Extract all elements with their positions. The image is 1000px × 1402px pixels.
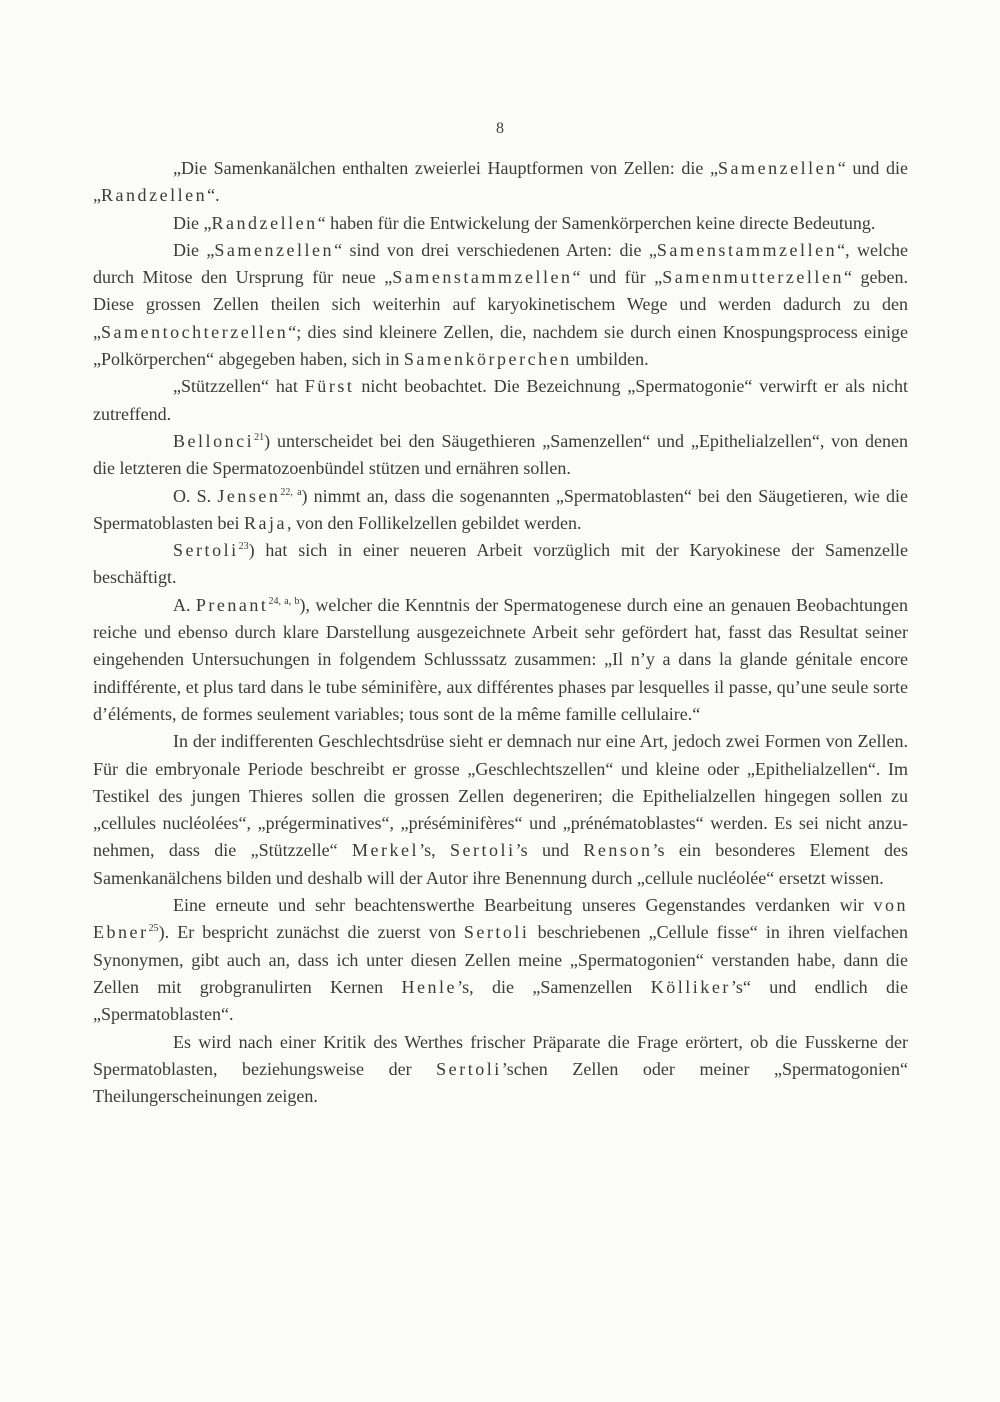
spaced-name: Sertoli: [436, 1058, 502, 1079]
spaced-name: Prenant: [195, 594, 269, 615]
spaced-name: Sertoli: [173, 540, 239, 561]
paragraph: [93, 155, 908, 210]
text-run: ’schen Zellen oder meiner „Spermatogonien“ Theilungerscheinungen zeigen.: [93, 1058, 908, 1107]
body-text: [93, 155, 908, 1110]
text-run: ’s ein besonderes Element des Samenkanälchens bilden und deshalb will der Autor ihre Benennung durch „cellule nucléolée“ ersetzt wissen.: [93, 840, 908, 888]
text-run: beschriebenen „Cellule fisse“ in ihren vielfachen Synonymen, gibt auch an, dass ich unter diesen Zellen meine „Spermatogonien“ verstanden habe, dann die Zellen mit grobgranulirten Kernen: [93, 922, 908, 997]
text-run: ’s, die „Samenzellen: [457, 976, 651, 997]
text-run: ’s,: [419, 840, 450, 861]
footnote-reference: 22, a: [280, 486, 302, 498]
text-run: ). Er bespricht zunächst die zuerst von: [158, 922, 464, 943]
spaced-name: Samentochterzellen: [101, 321, 289, 342]
paragraph: [93, 592, 908, 728]
text-run: „Stützzellen“ hat: [173, 376, 305, 397]
spaced-name: Kölliker: [650, 976, 731, 997]
text-run: ), welcher die Kenntnis der Spermatogenese durch eine an genauen Beobachtungen reiche und ebenso durch klare Darstellung ausgezeichnete Arbeit sehr gefördert hat, fasst das Resultat seiner eingehenden Untersuchungen in folgendem Schlusssatz zusammen: „Il n’y a dans la glande génitale encore indifférente, et plus tard dans le tube séminifère, aux différentes phases par lesquelles il passe, qu’une seule sorte d’éléments, de formes seulement variables; tous sont de la même famille cellulaire.“: [93, 594, 908, 724]
spaced-name: Samenmutterzellen: [662, 267, 844, 288]
text-run: “ geben. Diese grossen Zellen theilen sich weiterhin auf karyokinetischem Wege und werden dadurch zu den „: [93, 267, 909, 342]
text-run: “.: [207, 185, 220, 206]
spaced-name: Merkel: [351, 840, 420, 861]
spaced-name: Sertoli: [463, 922, 530, 943]
spaced-name: Henle: [401, 976, 458, 997]
text-run: Eine erneute und sehr beachtenswerthe Bearbeitung unseres Gegenstandes verdanken wir: [173, 895, 874, 916]
text-run: ’s und: [515, 840, 584, 861]
text-run: Die „: [173, 239, 215, 260]
paragraph: [93, 237, 908, 373]
text-run: ’s“ und endlich die „Spermatoblasten“.: [93, 976, 908, 1025]
spaced-name: von Ebner: [93, 895, 908, 943]
text-run: “ und die „: [93, 158, 908, 206]
spaced-name: Samenzellen: [718, 158, 838, 178]
text-run: „Die Samenkanälchen enthalten zweierlei Hauptformen von Zellen: die „: [173, 158, 719, 178]
paragraph: [93, 728, 908, 892]
spaced-name: Sertoli: [449, 840, 516, 861]
spaced-name: Renson: [583, 840, 653, 861]
text-run: “ sind von drei verschiedenen Arten: die „: [334, 239, 657, 260]
spaced-name: Samenstammzellen: [392, 267, 573, 288]
text-run: Es wird nach einer Kritik des Werthes frischer Präparate die Frage erörtert, ob die Fusskerne der Spermatoblasten, beziehungsweise der: [93, 1031, 908, 1079]
footnote-reference: 21: [254, 431, 265, 443]
spaced-name: Raja: [243, 512, 288, 533]
paragraph: [93, 537, 908, 592]
text-run: “, welche durch Mitose den Ursprung für neue „: [93, 239, 908, 288]
paragraph: [93, 483, 908, 538]
text-run: “; dies sind kleinere Zellen, die, nachdem sie durch einen Knospungsprocess einige „Polkörperchen“ abgegeben haben, sich in: [93, 321, 908, 370]
spaced-name: Jensen: [217, 485, 281, 506]
text-run: , von den Follikelzellen gebildet werden.: [287, 512, 582, 533]
text-run: A.: [173, 594, 196, 615]
text-run: In der indifferenten Geschlechtsdrüse sieht er demnach nur eine Art, jedoch zwei Formen von Zellen. Für die embryonale Periode beschreibt er grosse „Geschlechtszellen“ und kleine oder „Epithelialzellen“. Im Testikel des jungen Thieres sollen die grossen Zellen degeneriren; die Epithelialzellen hingegen sollen zu „cellules nucléolées“, „prégerminatives“, „préséminifères“ und „prénématoblastes“ werden. Es sei nicht anzunehmen, dass die „Stützzelle“: [93, 731, 908, 861]
spaced-name: Bellonci: [173, 430, 255, 451]
text-run: O. S.: [173, 485, 218, 506]
text-run: ) unterscheidet bei den Säugethieren „Samenzellen“ und „Epithelialzellen“, von denen die letzteren die Spermatozoenbündel stützen und ernähren sollen.: [93, 430, 908, 479]
text-run: nicht beobachtet. Die Bezeichnung „Spermatogonie“ verwirft er als nicht zutreffend.: [93, 376, 908, 424]
spaced-name: Fürst: [304, 376, 355, 397]
paragraph: [93, 428, 908, 483]
footnote-reference: 23: [238, 541, 249, 553]
spaced-name: Samenstammzellen: [656, 239, 838, 260]
spaced-name: Samenzellen: [214, 239, 335, 260]
spaced-name: Randzellen: [211, 212, 318, 233]
spaced-name: Randzellen: [101, 185, 208, 206]
text-run: Die „: [173, 212, 212, 233]
footnote-reference: 25: [148, 923, 159, 935]
paragraph: [93, 892, 908, 1028]
text-run: umbilden.: [571, 349, 649, 370]
page-number: 8: [496, 120, 504, 137]
text-run: ) hat sich in einer neueren Arbeit vorzüglich mit der Karyokinese der Samenzelle beschäftigt.: [93, 540, 908, 588]
paragraph: [93, 210, 908, 237]
text-run: “ und für „: [572, 267, 663, 288]
paragraph: [93, 373, 908, 428]
text-run: ) nimmt an, dass die sogenannten „Spermatoblasten“ bei den Säugetieren, wie die Spermatoblasten bei: [93, 485, 908, 533]
paragraph: [93, 1029, 908, 1111]
text-run: “ haben für die Entwickelung der Samenkörperchen keine directe Bedeutung.: [317, 212, 876, 233]
footnote-reference: 24, a, b: [268, 595, 300, 607]
spaced-name: Samenkörperchen: [403, 349, 572, 370]
